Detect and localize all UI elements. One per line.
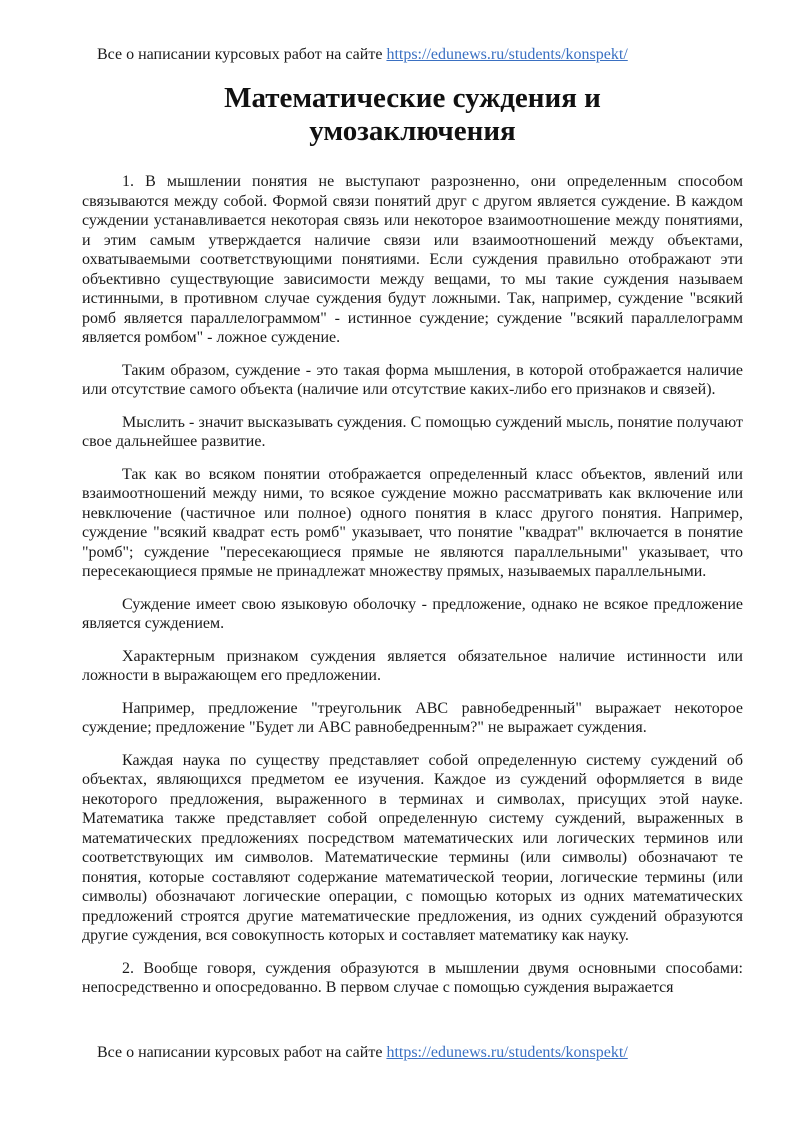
footer-text: Все о написании курсовых работ на сайте — [97, 1044, 387, 1061]
paragraph: Каждая наука по существу представляет собой определенную систему суждений об объектах, являющихся предметом ее изучения. Каждое из суждений оформляется в виде некоторого предложения, выраженного в терминах и символах, присущих этой науке. Математика также представляет собой определенную систему суждений, выраженных в математических предложениях посредством математических или логических терминов или соответствующих им символов. Математические термины (или символы) обозначают те понятия, которые составляют содержание математической теории, логические термины (или символы) обозначают логические операции, с помощью которых из одних математических предложений строятся другие математические предложения, из одних суждений образуются другие суждения, вся совокупность которых и составляет математику как науку. — [82, 751, 743, 944]
paragraph: 1. В мышлении понятия не выступают разрозненно, они определенным способом связываются между собой. Формой связи понятий друг с другом является суждение. В каждом суждении устанавливается некоторая связь или некоторое взаимоотношение между понятиями, и этим самым утверждается наличие связи или взаимоотношений между объектами, охватываемыми соответствующими понятиями. Если суждения правильно отображают эти объективно существующие зависимости между вещами, то мы такие суждения называем истинными, в противном случае суждения будут ложными. Так, например, суждение "всякий ромб является параллелограммом" - истинное суждение; суждение "всякий параллелограмм является ромбом" - ложное суждение. — [82, 173, 743, 346]
paragraph: 2. Вообще говоря, суждения образуются в мышлении двумя основными способами: непосредственно и опосредованно. В первом случае с помощью суждения выражается — [82, 959, 743, 996]
title-block — [82, 82, 743, 148]
paragraph: Характерным признаком суждения является обязательное наличие истинности или ложности в выражающем его предложении. — [82, 647, 743, 684]
header-text: Все о написании курсовых работ на сайте — [97, 46, 387, 63]
header-link[interactable]: https://edunews.ru/students/konspekt/ — [386, 46, 628, 63]
page-title: Математические суждения и умозаключения — [224, 82, 601, 147]
page-footer — [97, 1042, 743, 1064]
paragraph: Таким образом, суждение - это такая форма мышления, в которой отображается наличие или отсутствие самого объекта (наличие или отсутствие каких-либо его признаков и связей). — [82, 361, 743, 398]
page-header — [97, 44, 743, 66]
paragraph: Суждение имеет свою языковую оболочку - предложение, однако не всякое предложение является суждением. — [82, 595, 743, 632]
paragraph: Так как во всяком понятии отображается определенный класс объектов, явлений или взаимоотношений между ними, то всякое суждение можно рассматривать как включение или невключение (частичное или полное) одного понятия в класс другого понятия. Например, суждение "всякий квадрат есть ромб" указывает, что понятие "квадрат" включается в понятие "ромб"; суждение "пересекающиеся прямые не являются параллельными" указывает, что пересекающиеся прямые не принадлежат множеству прямых, называемых параллельными. — [82, 465, 743, 580]
paragraph: Например, предложение "треугольник АВС равнобедренный" выражает некоторое суждение; предложение "Будет ли АВС равнобедренным?" не выражает суждения. — [82, 699, 743, 736]
footer-link[interactable]: https://edunews.ru/students/konspekt/ — [386, 1044, 628, 1061]
document-body — [82, 172, 743, 1034]
paragraph: Мыслить - значит высказывать суждения. С помощью суждений мысль, понятие получают свое дальнейшее развитие. — [82, 413, 743, 450]
